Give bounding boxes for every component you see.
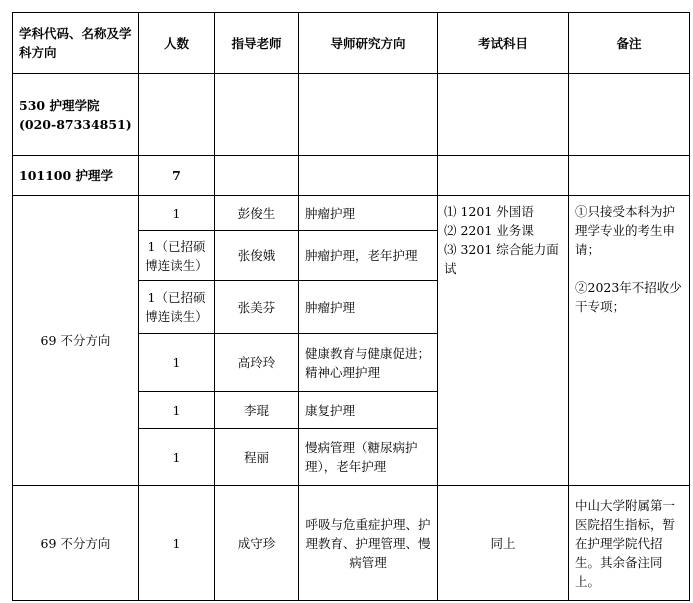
notes-cell bbox=[569, 196, 690, 486]
empty-cell bbox=[438, 74, 569, 156]
count-cell: 1（已招硕博连读生） bbox=[139, 231, 215, 281]
advisor-cell: 李琨 bbox=[215, 392, 299, 429]
admissions-table bbox=[12, 12, 690, 601]
advisor-cell: 彭俊生 bbox=[215, 196, 299, 231]
header-exam: 考试科目 bbox=[438, 13, 569, 74]
empty-cell bbox=[569, 74, 690, 156]
advisor-cell: 高玲玲 bbox=[215, 334, 299, 392]
discipline-row bbox=[13, 156, 690, 196]
header-row bbox=[13, 13, 690, 74]
count-cell: 1 bbox=[139, 429, 215, 486]
discipline-count: 7 bbox=[139, 156, 215, 196]
header-count: 人数 bbox=[139, 13, 215, 74]
empty-cell bbox=[299, 156, 438, 196]
table-row bbox=[13, 486, 690, 601]
advisor-cell: 张俊娥 bbox=[215, 231, 299, 281]
count-cell: 1 bbox=[139, 196, 215, 231]
exam-cell: 同上 bbox=[438, 486, 569, 601]
notes-cell: 中山大学附属第一医院招生指标，暂在护理学院代招生。其余备注同上。 bbox=[569, 486, 690, 601]
header-subject: 学科代码、名称及学科方向 bbox=[13, 13, 139, 74]
note-item: ②2023年不招收少干专项； bbox=[575, 280, 682, 314]
school-name: 530 护理学院 bbox=[19, 97, 100, 113]
empty-cell bbox=[139, 74, 215, 156]
header-notes: 备注 bbox=[569, 13, 690, 74]
empty-cell bbox=[215, 156, 299, 196]
direction-cell: 69 不分方向 bbox=[13, 196, 139, 486]
school-row bbox=[13, 74, 690, 156]
count-cell: 1 bbox=[139, 486, 215, 601]
exam-item: ⑶ 3201 综合能力面试 bbox=[444, 242, 559, 276]
header-research: 导师研究方向 bbox=[299, 13, 438, 74]
research-cell: 肿瘤护理，老年护理 bbox=[299, 231, 438, 281]
research-cell: 肿瘤护理 bbox=[299, 281, 438, 334]
count-cell: 1 bbox=[139, 392, 215, 429]
count-cell: 1 bbox=[139, 334, 215, 392]
advisor-cell: 张美芬 bbox=[215, 281, 299, 334]
school-phone: (020-87334851) bbox=[19, 116, 132, 132]
research-cell: 康复护理 bbox=[299, 392, 438, 429]
direction-cell: 69 不分方向 bbox=[13, 486, 139, 601]
research-cell: 呼吸与危重症护理、护理教育、护理管理、慢病管理 bbox=[299, 486, 438, 601]
exam-item: ⑴ 1201 外国语 bbox=[444, 204, 534, 219]
advisor-cell: 成守珍 bbox=[215, 486, 299, 601]
table-row bbox=[13, 196, 690, 231]
empty-cell bbox=[299, 74, 438, 156]
research-cell: 健康教育与健康促进；精神心理护理 bbox=[299, 334, 438, 392]
exam-cell bbox=[438, 196, 569, 486]
empty-cell bbox=[215, 74, 299, 156]
empty-cell bbox=[438, 156, 569, 196]
note-item: ①只接受本科为护理学专业的考生申请； bbox=[575, 204, 676, 257]
research-cell: 慢病管理（糖尿病护理），老年护理 bbox=[299, 429, 438, 486]
count-cell: 1（已招硕博连读生） bbox=[139, 281, 215, 334]
advisor-cell: 程丽 bbox=[215, 429, 299, 486]
discipline-name: 101100 护理学 bbox=[13, 156, 139, 196]
exam-item: ⑵ 2201 业务课 bbox=[444, 223, 534, 238]
empty-cell bbox=[569, 156, 690, 196]
header-advisor: 指导老师 bbox=[215, 13, 299, 74]
school-cell bbox=[13, 74, 139, 156]
research-cell: 肿瘤护理 bbox=[299, 196, 438, 231]
